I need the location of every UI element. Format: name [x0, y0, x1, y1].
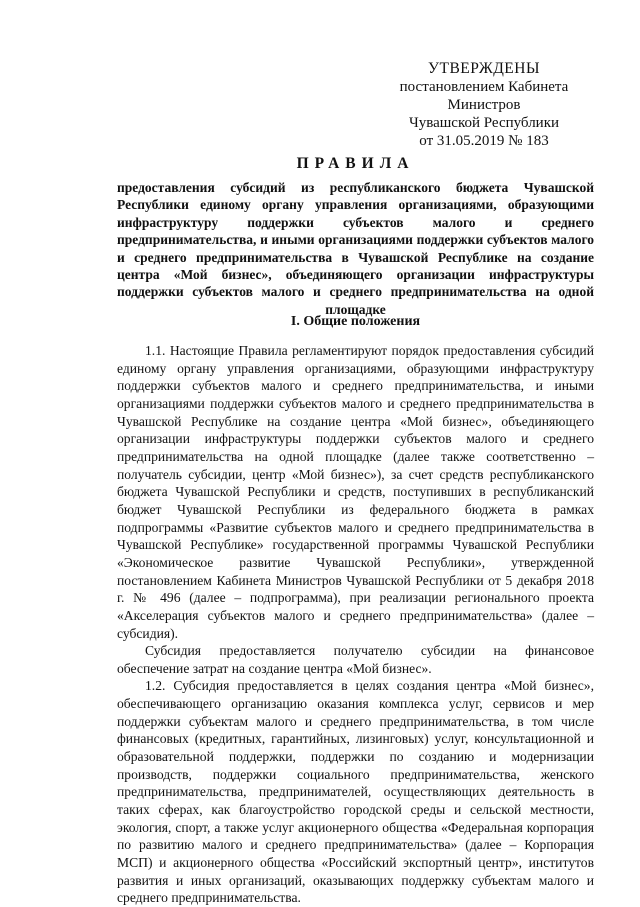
paragraph: Субсидия предоставляется получателю субсидии на финансовое обеспечение затрат на создание центра «Мой бизнес». — [117, 643, 594, 676]
approval-stamp — [364, 60, 604, 150]
section-heading: I. Общие положения — [290, 314, 421, 329]
approval-line-3: от 31.05.2019 № 183 — [419, 133, 549, 149]
approval-heading: УТВЕРЖДЕНЫ — [428, 60, 540, 77]
document-title: ПРАВИЛА — [296, 155, 415, 172]
document-body — [117, 342, 594, 907]
approval-line-1: постановлением Кабинета Министров — [399, 79, 569, 113]
document-subtitle: предоставления субсидий из республиканского бюджета Чувашской Республики единому органу управления организациями, образующими инфраструктуру поддержки субъектов малого и среднего предпринимательства, и иными организациями поддержки субъектов малого и среднего предпринимательства в Чувашской Республике на создание центра «Мой бизнес», объединяющего организации инфраструктуры поддержки субъектов малого и среднего предпринимательства на одной площадке — [117, 180, 594, 317]
paragraph: 1.1. Настоящие Правила регламентируют порядок предоставления субсидий единому органу управления организациями, образующими инфраструктуру поддержки субъектов малого и среднего предпринимательства, и иными организациями поддержки субъектов малого и среднего предпринимательства в Чувашской Республике на создание центра «Мой бизнес», объединяющего организации инфраструктуры поддержки субъектов малого и среднего предпринимательства на одной площадке (далее также соответственно – получатель субсидии, центр «Мой бизнес»), за счет средств республиканского бюджета Чувашской Республики и средств, поступивших в республиканский бюджет Чувашской Республики из федерального бюджета в рамках подпрограммы «Развитие субъектов малого и среднего предпринимательства в Чувашской Республике» государственной программы Чувашской Республики «Экономическое развитие Чувашской Республики», утвержденной постановлением Кабинета Министров Чувашской Республики от 5 декабря 2018 г. № 496 (далее – подпрограмма), при реализации регионального проекта «Акселерация субъектов малого и среднего предпринимательства» (далее – субсидия). — [117, 343, 594, 641]
document-title-block — [117, 154, 594, 318]
approval-line-2: Чувашской Республики — [408, 115, 560, 131]
paragraph: 1.2. Субсидия предоставляется в целях создания центра «Мой бизнес», обеспечивающего организацию оказания комплекса услуг, сервисов и мер поддержки субъектам малого и среднего предпринимательства, в том числе финансовых (кредитных, гарантийных, лизинговых) услуг, консультационной и образовательной поддержки, поддержки по созданию и модернизации производств, поддержки социального предпринимательства, женского предпринимательства, предпринимателей, осуществляющих деятельность в таких сферах, как благоустройство городской среды и сельской местности, экология, спорт, а также услуг акционерного общества «Федеральная корпорация по развитию малого и среднего предпринимательства» (далее – Корпорация МСП) и акционерного общества «Российский экспортный центр», институтов развития и иных организаций, оказывающих поддержку субъектам малого и среднего предпринимательства. — [117, 678, 594, 906]
